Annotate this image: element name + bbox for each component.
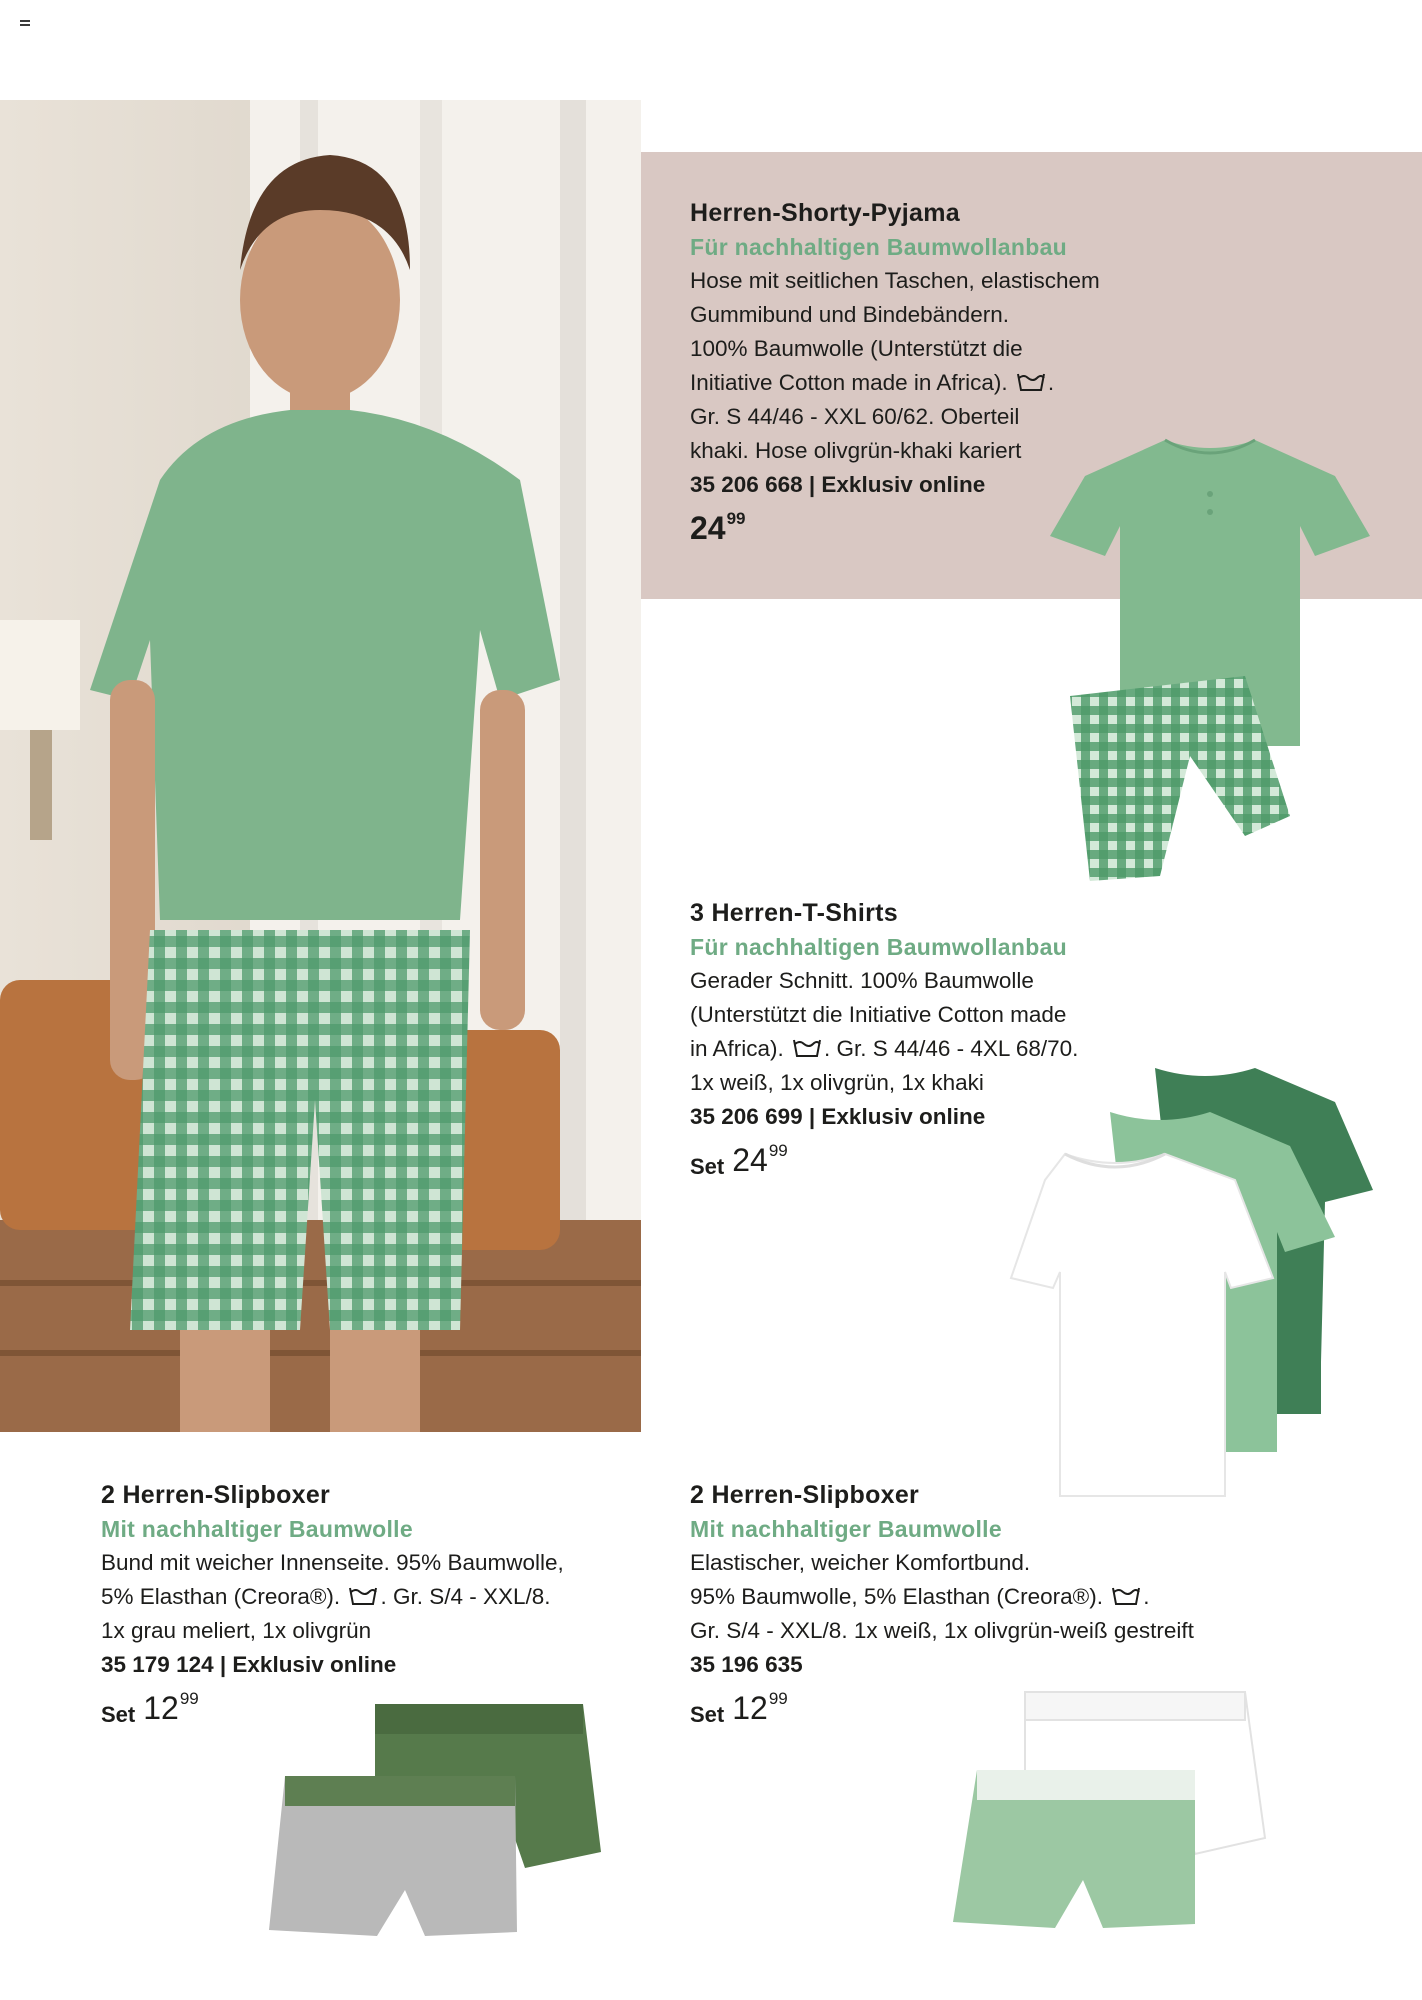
product-title: 3 Herren-T-Shirts <box>690 899 898 927</box>
wash-symbol-icon <box>792 1037 822 1059</box>
product-slipboxer-1 <box>101 1478 661 1728</box>
product-description: Elastischer, weicher Komfortbund. 95% Baumwolle, 5% Elasthan (Creora®). . Gr. S/4 - XXL/8. 1x weiß, 1x olivgrün-weiß gestreift <box>690 1550 1194 1643</box>
price-cents: 99 <box>768 1141 788 1160</box>
price-cents: 99 <box>768 1689 788 1708</box>
slipboxer-2-product-image <box>945 1688 1270 1943</box>
price-cents: 99 <box>726 509 746 528</box>
wash-symbol-icon <box>1111 1585 1141 1607</box>
article-number: 35 206 668 | Exklusiv online <box>690 472 986 497</box>
slipboxer-1-product-image <box>265 1700 610 1950</box>
article-number: 35 206 699 | Exklusiv online <box>690 1104 986 1129</box>
product-subtitle: Mit nachhaltiger Baumwolle <box>101 1516 413 1542</box>
product-subtitle: Für nachhaltigen Baumwollanbau <box>690 234 1068 260</box>
product-title: 2 Herren-Slipboxer <box>101 1481 331 1509</box>
article-number: 35 179 124 | Exklusiv online <box>101 1652 397 1677</box>
product-title: Herren-Shorty-Pyjama <box>690 199 960 227</box>
product-title: 2 Herren-Slipboxer <box>690 1481 920 1509</box>
product-description: Hose mit seitlichen Taschen, elastischem Gummibund und Bindebändern. 100% Baumwolle (Unterstützt die Initiative Cotton made in Africa). . Gr. S 44/46 - XXL 60/62. Oberteil khaki. Hose olivgrün-khaki kariert <box>690 268 1100 463</box>
product-subtitle: Mit nachhaltiger Baumwolle <box>690 1516 1002 1542</box>
pyjama-product-image <box>1045 436 1375 896</box>
price-main: 12 <box>732 1690 768 1726</box>
wash-symbol-icon <box>1016 371 1046 393</box>
model-photo <box>0 100 641 1432</box>
price-main: 24 <box>732 1142 768 1178</box>
product-subtitle: Für nachhaltigen Baumwollanbau <box>690 934 1068 960</box>
price-prefix: Set <box>690 1154 725 1179</box>
tshirts-product-image <box>1005 1062 1380 1502</box>
product-description: Gerader Schnitt. 100% Baumwolle (Unterstützt die Initiative Cotton made in Africa). . Gr. S 44/46 - 4XL 68/70. 1x weiß, 1x olivgrün, 1x khaki <box>690 968 1079 1095</box>
article-number: 35 196 635 <box>690 1652 803 1677</box>
price-main: 24 <box>690 510 726 546</box>
product-description: Bund mit weicher Innenseite. 95% Baumwolle, 5% Elasthan (Creora®). . Gr. S/4 - XXL/8. 1x grau meliert, 1x olivgrün <box>101 1550 564 1643</box>
wash-symbol-icon <box>348 1585 378 1607</box>
price-prefix: Set <box>690 1702 725 1727</box>
menu-icon[interactable] <box>20 20 30 28</box>
price-prefix: Set <box>101 1702 136 1727</box>
price-main: 12 <box>143 1690 179 1726</box>
price-cents: 99 <box>179 1689 199 1708</box>
